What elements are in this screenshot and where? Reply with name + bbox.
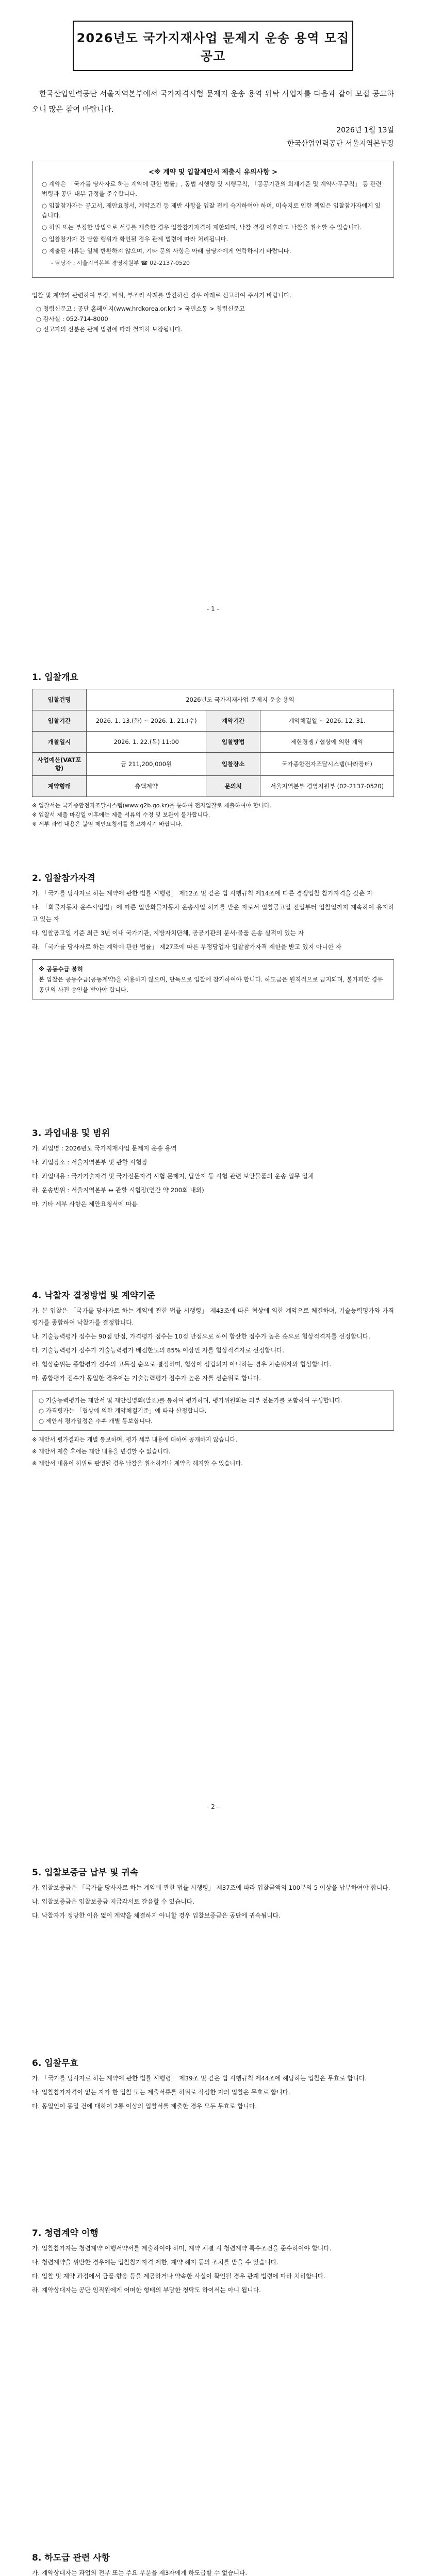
box-line: ○ 가격평가는 「협상에 의한 계약체결기준」에 따라 산정합니다.	[39, 1407, 207, 1414]
section-integrity	[32, 2226, 394, 2298]
notice-item: ○ 허위 또는 부정한 방법으로 서류를 제출한 경우 입찰참가자격이 제한되며, 낙찰 결정 이후라도 낙찰을 취소할 수 있습니다.	[42, 224, 362, 231]
page-number: - 1 -	[207, 605, 219, 613]
document-title: 2026년도 국가지재사업 문제지 운송 용역 모집 공고	[73, 21, 353, 71]
subcontract-list	[32, 2567, 394, 2576]
eligibility-list	[32, 888, 394, 953]
box-line: ○ 제안서 평가일정은 추후 개별 통보합니다.	[39, 1417, 153, 1425]
table-note: ※ 입찰서는 국가종합전자조달시스템(www.g2b.go.kr)을 통하여 전자입찰로 제출하여야 합니다.	[32, 802, 272, 809]
notice-box	[32, 161, 394, 278]
list-item: 마. 종합평가 점수가 동일한 경우에는 기술능력평가 점수가 높은 자를 선순위로 합니다.	[32, 1375, 261, 1382]
list-item: 나. 청렴계약을 위반한 경우에는 입찰참가자격 제한, 계약 해지 등의 조치를 받을 수 있습니다.	[32, 2259, 278, 2266]
section-bid-bond	[32, 1865, 394, 1924]
list-item: 다. 입찰 및 계약 과정에서 금품·향응 등을 제공하거나 약속한 사실이 확인될 경우 관계 법령에 따라 처리합니다.	[32, 2273, 325, 2280]
report-item: ○ 청렴신문고 : 공단 홈페이지(www.hrdkorea.or.kr) > 국민소통 > 청렴신문고	[36, 305, 245, 312]
section-title: 8. 하도급 관련 사항	[32, 2553, 110, 2563]
table-cell: 국가종합전자조달시스템(나라장터)	[260, 753, 394, 776]
intro-paragraph: 한국산업인력공단 서울지역본부에서 국가자격시험 문제지 운송 용역 위탁 사업자를 다음과 같이 모집 공고하오니 많은 참여 바랍니다.	[32, 90, 394, 114]
page-number: - 2 -	[207, 1803, 219, 1810]
integrity-list	[32, 2243, 394, 2296]
table-label: 사업예산(VAT포함)	[32, 753, 87, 776]
report-item: ○ 신고자의 신분은 관계 법령에 따라 철저히 보장됩니다.	[36, 326, 183, 333]
list-item: 라. 「국가를 당사자로 하는 계약에 관한 법률」 제27조에 따른 부정당업자 입찰참가자격 제한을 받고 있지 아니한 자	[32, 943, 342, 951]
section-title: 6. 입찰무효	[32, 2058, 78, 2069]
table-row	[32, 689, 394, 710]
table-note: ※ 입찰서 제출 마감일 이후에는 제출 서류의 수정 및 보완이 불가합니다.	[32, 811, 210, 818]
report-item: ○ 감사실 : 052-714-8000	[36, 315, 108, 323]
table-row	[32, 710, 394, 732]
list-item: 나. 입찰참가자격이 없는 자가 한 입찰 또는 제출서류를 허위로 작성한 자의 입찰은 무효로 합니다.	[32, 2089, 290, 2096]
table-cell: 총액계약	[87, 776, 206, 797]
award-notes	[32, 1435, 394, 1469]
list-item: 다. 낙찰자가 정당한 이유 없이 계약을 체결하지 아니할 경우 입찰보증금은 공단에 귀속됩니다.	[32, 1912, 281, 1919]
announcement-date: 2026년 1월 13일	[336, 126, 394, 134]
list-item: 가. 과업명 : 2026년도 국가지재사업 문제지 운송 용역	[32, 1145, 177, 1152]
table-label: 입찰기간	[32, 710, 87, 732]
table-cell: 서울지역본부 경영지원부 (02-2137-0520)	[260, 776, 394, 797]
table-cell: 2026년도 국가지재사업 문제지 운송 용역	[87, 689, 394, 710]
notice-item: ○ 입찰참가자는 공고서, 제안요청서, 계약조건 등 제반 사항을 입찰 전에 숙지하여야 하며, 미숙지로 인한 책임은 입찰참가자에게 있습니다.	[42, 202, 381, 219]
list-item: 가. 「국가를 당사자로 하는 계약에 관한 법률 시행령」 제12조 및 같은 법 시행규칙 제14조에 따른 경쟁입찰 참가자격을 갖춘 자	[32, 890, 373, 897]
list-item: 가. 입찰보증금은 「국가를 당사자로 하는 계약에 관한 법률 시행령」 제37조에 따라 입찰금액의 100분의 5 이상을 납부하여야 합니다.	[32, 1884, 390, 1891]
notice-item: ○ 제출된 서류는 일체 반환하지 않으며, 기타 문의 사항은 아래 담당자에게 연락하시기 바랍니다.	[42, 247, 291, 255]
list-item: 가. 계약상대자는 과업의 전부 또는 주요 부분을 제3자에게 하도급할 수 없습니다.	[32, 2569, 248, 2576]
notice-item: ○ 계약은 「국가를 당사자로 하는 계약에 관한 법률」, 동법 시행령 및 시행규칙, 「공공기관의 회계기준 및 계약사무규칙」 등 관련 법령과 공단 내부 규정을 준수합니다.	[42, 180, 382, 197]
table-label: 계약형태	[32, 776, 87, 797]
section-title: 4. 낙찰자 결정방법 및 계약기준	[32, 1291, 156, 1301]
list-item: 다. 동일인이 동일 건에 대하여 2통 이상의 입찰서를 제출한 경우 모두 무효로 합니다.	[32, 2103, 257, 2110]
list-item: 가. 입찰참가자는 청렴계약 이행서약서를 제출하여야 하며, 계약 체결 시 청렴계약 특수조건을 준수하여야 합니다.	[32, 2245, 332, 2252]
list-item: 나. 과업장소 : 서울지역본부 및 관할 시험장	[32, 1159, 148, 1166]
note-item: ※ 제안서 내용이 허위로 판명될 경우 낙찰을 취소하거나 계약을 해지할 수 있습니다.	[32, 1460, 243, 1467]
section-title: 3. 과업내용 및 범위	[32, 1128, 110, 1139]
scope-list	[32, 1143, 394, 1210]
list-item: 가. 「국가를 당사자로 하는 계약에 관한 법률 시행령」 제39조 및 같은 법 시행규칙 제44조에 해당하는 입찰은 무효로 합니다.	[32, 2075, 367, 2082]
notice-list	[42, 179, 384, 268]
box-title: ※ 공동수급 불허	[39, 965, 83, 973]
award-list	[32, 1305, 394, 1384]
section-title: 7. 청렴계약 이행	[32, 2228, 99, 2239]
list-item: 다. 기술능력평가 점수가 기술능력평가 배점한도의 85% 이상인 자를 협상적격자로 선정합니다.	[32, 1347, 285, 1354]
table-label: 계약기간	[206, 710, 260, 732]
box-text: 본 입찰은 공동수급(공동계약)을 허용하지 않으며, 단독으로 입찰에 참가하여야 합니다. 하도급은 원칙적으로 금지되며, 불가피한 경우 공단의 사전 승인을 받아야 합니다.	[39, 976, 383, 993]
section-scope	[32, 1126, 394, 1212]
table-label: 입찰방법	[206, 732, 260, 753]
table-row	[32, 753, 394, 776]
table-cell: 2026. 1. 22.(목) 11:00	[87, 732, 206, 753]
table-label: 입찰장소	[206, 753, 260, 776]
bond-list	[32, 1882, 394, 1922]
table-cell: 제한경쟁 / 협상에 의한 계약	[260, 732, 394, 753]
section-title: 2. 입찰참가자격	[32, 873, 95, 884]
invalid-list	[32, 2073, 394, 2112]
notice-item: ○ 입찰참가자 간 담합 행위가 확인될 경우 관계 법령에 따라 처리됩니다.	[42, 235, 228, 243]
list-item: 나. 기술능력평가 점수는 90점 만점, 가격평가 점수는 10점 만점으로 하여 합산한 점수가 높은 순으로 협상적격자를 선정합니다.	[32, 1333, 370, 1340]
list-item: 나. 입찰보증금은 입찰보증금 지급각서로 갈음할 수 있습니다.	[32, 1898, 194, 1905]
table-note: ※ 세부 과업 내용은 붙임 제안요청서를 참고하시기 바랍니다.	[32, 821, 183, 827]
notice-heading: <※ 계약 및 입찰제안서 제출시 유의사항 >	[149, 168, 277, 176]
evaluation-box	[32, 1391, 394, 1431]
table-cell: 2026. 1. 13.(화) ~ 2026. 1. 21.(수)	[87, 710, 206, 732]
table-cell: 계약체결일 ~ 2026. 12. 31.	[260, 710, 394, 732]
list-item: 마. 기타 세부 사항은 제안요청서에 따름	[32, 1200, 138, 1208]
consortium-box	[32, 959, 394, 999]
report-note: 입찰 및 계약과 관련하여 부정, 비위, 부조리 사례를 발견하신 경우 아래로 신고하여 주시기 바랍니다.	[32, 292, 291, 299]
section-overview	[32, 670, 394, 829]
section-title: 1. 입찰개요	[32, 672, 78, 683]
note-item: ※ 제안서 제출 후에는 제안 내용을 변경할 수 없습니다.	[32, 1448, 171, 1455]
section-subcontract	[32, 2550, 394, 2576]
table-cell: 금 211,200,000원	[87, 753, 206, 776]
list-item: 나. 「화물자동차 운수사업법」에 따른 일반화물자동차 운송사업 허가를 받은 자로서 입찰공고일 전일부터 입찰일까지 계속하여 유지하고 있는 자	[32, 904, 394, 923]
list-item: 다. 과업내용 : 국가기술자격 및 국가전문자격 시험 문제지, 답안지 등 시험 관련 보안물품의 운송 업무 일체	[32, 1173, 314, 1180]
issuing-organization: 한국산업인력공단 서울지역본부장	[287, 140, 394, 148]
table-label: 개찰일시	[32, 732, 87, 753]
list-item: 라. 운송범위 : 서울지역본부 ↔ 관할 시험장(연간 약 200회 내외)	[32, 1187, 204, 1194]
note-item: ※ 제안서 평가결과는 개별 통보하며, 평가 세부 내용에 대하여 공개하지 않습니다.	[32, 1436, 237, 1443]
overview-table	[32, 689, 394, 797]
list-item: 라. 계약상대자는 공단 임직원에게 어떠한 형태의 부당한 청탁도 하여서는 아니 됩니다.	[32, 2286, 261, 2294]
table-row	[32, 776, 394, 797]
section-eligibility	[32, 871, 394, 999]
box-line: ○ 기술능력평가는 제안서 및 제안설명회(발표)를 통하여 평가하며, 평가위원회는 외부 전문가를 포함하여 구성합니다.	[39, 1397, 342, 1404]
section-invalid-bids	[32, 2056, 394, 2114]
table-notes	[32, 801, 394, 829]
table-label: 입찰건명	[32, 689, 87, 710]
section-award-method	[32, 1288, 394, 1470]
list-item: 라. 협상순위는 종합평가 점수의 고득점 순으로 결정하며, 협상이 성립되지 아니하는 경우 차순위자와 협상합니다.	[32, 1361, 332, 1368]
section-title: 5. 입찰보증금 납부 및 귀속	[32, 1868, 139, 1878]
table-row	[32, 732, 394, 753]
table-label: 문의처	[206, 776, 260, 797]
report-list	[32, 303, 394, 334]
list-item: 가. 본 입찰은 「국가를 당사자로 하는 계약에 관한 법률 시행령」 제43조에 따른 협상에 의한 계약으로 체결하며, 기술능력평가와 가격평가를 종합하여 낙찰자를 결정합니다.	[32, 1307, 394, 1326]
list-item: 다. 입찰공고일 기준 최근 3년 이내 국가기관, 지방자치단체, 공공기관의 문서·물품 운송 실적이 있는 자	[32, 929, 304, 937]
notice-contact: - 담당자 : 서울지역본부 경영지원부 ☎ 02-2137-0520	[51, 260, 190, 266]
